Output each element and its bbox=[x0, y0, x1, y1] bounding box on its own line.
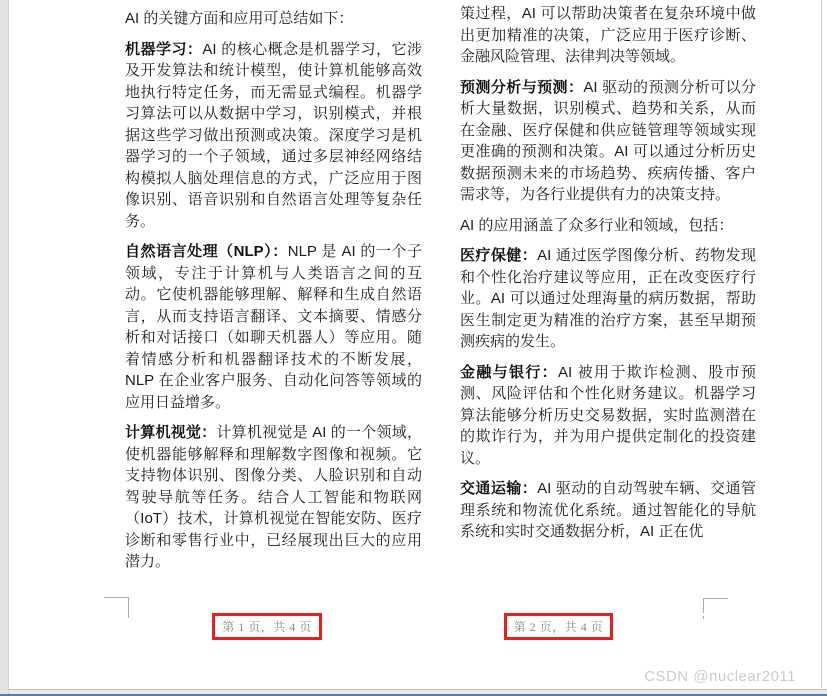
crop-mark-page1-vertical bbox=[128, 597, 129, 618]
page2-footer-page-number[interactable]: 第 2 页，共 4 页 bbox=[513, 620, 604, 634]
paragraph bbox=[460, 3, 756, 68]
paragraph bbox=[460, 215, 756, 237]
paragraph bbox=[125, 39, 422, 233]
paragraph bbox=[460, 478, 756, 543]
paragraph-text: 计算机视觉是 AI 的一个领域，使机器能够解释和理解数字图像和视频。它支持物体识别、图像分类、人脸识别和自动驾驶导航等任务。结合人工智能和物联网（IoT）技术，计算机视觉在智能安防、医疗诊断和零售行业中，已经展现出巨大的应用潜力。 bbox=[125, 424, 422, 570]
paragraph-text: 策过程，AI 可以帮助决策者在复杂环境中做出更加精准的决策，广泛应用于医疗诊断、金融风险管理、法律判决等领域。 bbox=[460, 5, 756, 65]
paragraph-text: AI 的核心概念是机器学习，它涉及开发算法和统计模型，使计算机能够高效地执行特定任务，而无需显式编程。机器学习算法可以从数据中学习，识别模式，并根据这些学习做出预测或决策。深度学习是机器学习的一个子领域，通过多层神经网络结构模拟人脑处理信息的方式，广泛应用于图像识别、语音识别和自然语言处理等复杂任务。 bbox=[125, 40, 422, 230]
paragraph bbox=[460, 77, 756, 206]
paragraph bbox=[125, 241, 422, 413]
paragraph-text: NLP 是 AI 的一个子领域，专注于计算机与人类语言之间的互动。它使机器能够理解、解释和生成自然语言，从而支持语言翻译、文本摘要、情感分析和对话接口（如聊天机器人）等应用。随着情感分析和机器翻译技术的不断发展，NLP 在企业客户服务、自动化问答等领域的应用日益增多。 bbox=[125, 243, 422, 411]
page1-footer-page-number[interactable]: 第 1 页，共 4 页 bbox=[222, 620, 312, 634]
paragraph-text: AI 的关键方面和应用可总结如下： bbox=[125, 10, 354, 27]
paragraph-text: AI 被用于欺诈检测、股市预测、风险评估和个性化财务建议。机器学习算法能够分析历史交易数据，实时监测潜在的欺诈行为，并为用户提供定制化的投资建议。 bbox=[460, 363, 756, 467]
paragraph-lead: 自然语言处理（NLP）： bbox=[125, 243, 288, 260]
paragraph bbox=[125, 422, 422, 573]
page1-text-area[interactable] bbox=[125, 8, 422, 584]
csdn-watermark: CSDN @nuclear2011 bbox=[644, 668, 796, 685]
crop-mark-page2-vertical bbox=[703, 598, 704, 613]
paragraph-text: AI 驱动的预测分析可以分析大量数据，识别模式、趋势和关系，从而在金融、医疗保健和供应链管理等领域实现更准确的预测和决策。AI 可以通过分析历史数据预测未来的市场趋势、疾病传播、客户需求等，为各行业提供有力的决策支持。 bbox=[460, 78, 756, 203]
paragraph-text: AI 通过医学图像分析、药物发现和个性化治疗建议等应用，正在改变医疗行业。AI 可以通过处理海量的病历数据，帮助医生制定更为精准的治疗方案，甚至早期预测疾病的发生。 bbox=[460, 247, 756, 350]
paragraph bbox=[125, 8, 422, 30]
page2-footer-highlight-box bbox=[504, 613, 613, 640]
paragraph-lead: 预测分析与预测： bbox=[460, 78, 584, 96]
page1-footer-highlight-box bbox=[212, 613, 322, 640]
viewport-right-edge bbox=[821, 0, 822, 690]
paragraph-lead: 金融与银行： bbox=[460, 363, 558, 381]
paragraph-text: AI 驱动的自动驾驶车辆、交通管理系统和物流优化系统。通过智能化的导航系统和实时交通数据分析，AI 正在优 bbox=[460, 480, 756, 540]
paragraph-lead: 机器学习： bbox=[125, 40, 203, 58]
paragraph-lead: 医疗保健： bbox=[460, 247, 538, 264]
paragraph bbox=[460, 245, 756, 353]
viewport-left-margin bbox=[0, 0, 9, 696]
crop-mark-page2-vertical-dash bbox=[703, 616, 704, 619]
crop-mark-page1-horizontal bbox=[104, 597, 129, 598]
paragraph bbox=[460, 362, 756, 470]
paragraph-lead: 交通运输： bbox=[460, 480, 538, 497]
crop-mark-page2-horizontal bbox=[703, 598, 728, 599]
paragraph-lead: 计算机视觉： bbox=[125, 424, 217, 441]
paragraph-text: AI 的应用涵盖了众多行业和领域，包括： bbox=[460, 216, 734, 234]
page2-text-area[interactable] bbox=[460, 3, 756, 577]
